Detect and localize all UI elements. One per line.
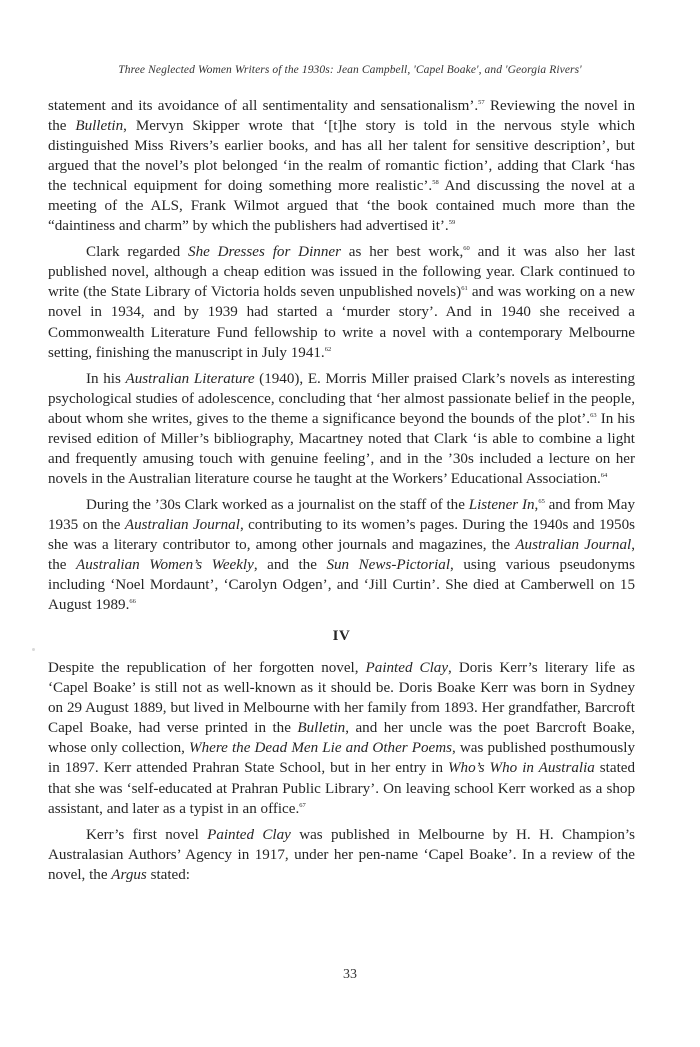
text-run: as her best work, <box>340 244 464 261</box>
paragraph-p1 <box>48 96 635 236</box>
text-run: stated: <box>146 866 190 883</box>
text-run: Clark regarded <box>86 244 189 261</box>
running-header: Three Neglected Women Writers of the 1930s: Jean Campbell, 'Capel Boake', and 'Georgia Rivers' <box>118 64 582 76</box>
italic-title: Australian Journal <box>515 536 632 553</box>
page-number: 33 <box>343 967 357 982</box>
italic-title: Australian Literature <box>125 370 255 387</box>
text-run: was published in Melbourne by H. H. Champion’s Australasian Authors’ Agency in 1917, under her pen-name ‘Capel Boake’. In a review of the novel, the <box>48 826 635 883</box>
footnote-ref: 58 <box>432 179 439 187</box>
footnote-ref: 64 <box>600 471 608 479</box>
text-run: And discussing the novel at a meeting of the ALS, Frank Wilmot argued that ‘the book contained much more than the “daintiness and charm” by which the publishers had advertised it’. <box>48 178 635 235</box>
text-run: During the ’30s Clark worked as a journalist on the staff of the <box>86 496 469 513</box>
italic-title: Painted Clay <box>365 660 449 677</box>
footnote-ref: 59 <box>448 219 456 227</box>
text-run: , the <box>48 536 635 574</box>
margin-speck <box>32 648 35 651</box>
text-run: , using various pseudonyms including ‘Noel Mordaunt’, ‘Carolyn Odgen’, and ‘Jill Curtin’. She died at Camberwell on 15 August 1989. <box>48 557 636 614</box>
footnote-ref: 60 <box>463 245 470 253</box>
italic-title: Sun News-Pictorial <box>326 557 451 574</box>
paragraph-p6 <box>48 825 635 885</box>
italic-title: Listener In <box>468 496 535 513</box>
text-run: , Mervyn Skipper wrote that ‘[t]he story is told in the nervous style which distinguished Miss Rivers’s earlier books, and has all her talent for sensitive description’, but argued that the novel’s plot belonged ‘in the realm of romantic fiction’, adding that Clark ‘has the technical equipment for doing something more realistic’. <box>48 118 635 195</box>
paragraph-p5 <box>48 658 635 818</box>
section-heading: IV <box>332 628 351 645</box>
text-run: and from May 1935 on the <box>48 496 635 533</box>
footnote-ref: 63 <box>590 411 597 419</box>
paragraph-p4 <box>48 495 635 615</box>
text-run: , contributing to its women’s pages. During the 1940s and 1950s she was a literary contributor to, among other journals and magazines, the <box>48 516 636 553</box>
text-run: and was working on a new novel in 1934, and by 1939 had started a ‘murder story’. And in 1940 she received a Commonwealth Literature Fund fellowship to write a novel with a contemporary Melbourne setting, finishing the manuscript in July 1941. <box>48 284 635 361</box>
text-run: , and the <box>253 557 327 574</box>
italic-title: Where the Dead Men Lie and Other Poems <box>189 740 452 757</box>
footnote-ref: 57 <box>478 99 485 106</box>
footnote-ref: 62 <box>324 345 332 353</box>
text-run: In his revised edition of Miller’s bibliography, Macartney noted that Clark ‘is able to combine a light and frequently amusing touch with genuine feeling’, and in the ’30s included a lecture on her novels in the Australian literature course he taught at the Workers’ Educational Association. <box>48 410 635 487</box>
text-run: (1940), E. Morris Miller praised Clark’s novels as interesting psychological studies of adolescence, concluding that ‘her almost passionate belief in the people, about whom she writes, gives to the theme a significance beyond the bounds of the plot’. <box>48 370 636 427</box>
text-run: Reviewing the novel in the <box>48 98 636 135</box>
text-run: Kerr’s first novel <box>86 826 208 843</box>
italic-title: Bulletin <box>75 118 124 135</box>
text-block-before-heading <box>48 96 635 615</box>
body-text <box>48 96 635 891</box>
text-block-after-heading <box>48 658 635 885</box>
italic-title: She Dresses for Dinner <box>188 244 341 261</box>
footnote-ref: 65 <box>538 497 545 505</box>
text-run: Despite the republication of her forgotten novel, <box>48 660 366 677</box>
text-run: In his <box>86 370 126 387</box>
italic-title: Australian Women’s Weekly <box>75 557 254 574</box>
text-run: , and her uncle was the poet Barcroft Boake, whose only collection, <box>48 720 636 757</box>
italic-title: Argus <box>111 866 147 883</box>
text-run: , Doris Kerr’s literary life as ‘Capel Boake’ is still not as well-known as it should be. Doris Boake Kerr was born in Sydney on 29 August 1889, but lived in Melbourne with her family from 1893. Her grandfather, Barcroft Capel Boake, had verse printed in the <box>48 660 635 737</box>
paragraph-p2 <box>48 242 635 362</box>
footnote-ref: 61 <box>461 285 468 293</box>
paragraph-p3 <box>48 369 635 489</box>
italic-title: Australian Journal <box>124 516 240 533</box>
text-run: , <box>534 496 539 513</box>
italic-title: Painted Clay <box>207 826 291 843</box>
footnote-ref: 66 <box>129 598 136 606</box>
text-run: stated that she was ‘self-educated at Prahran Public Library’. On leaving school Kerr worked as a shop assistant, and later as a typist in an office. <box>48 760 636 817</box>
text-run: statement and its avoidance of all sentimentality and sensationalism’. <box>48 98 479 114</box>
text-run: , was published posthumously in 1897. Kerr attended Prahran State School, but in her entry in <box>48 740 635 777</box>
text-run: and it was also her last published novel, although a cheap edition was issued in the following year. Clark continued to write (the State Library of Victoria holds seven unpublished novels) <box>48 244 636 301</box>
footnote-ref: 67 <box>299 801 306 809</box>
italic-title: Bulletin <box>297 720 346 737</box>
italic-title: Who’s Who in Australia <box>447 760 595 777</box>
